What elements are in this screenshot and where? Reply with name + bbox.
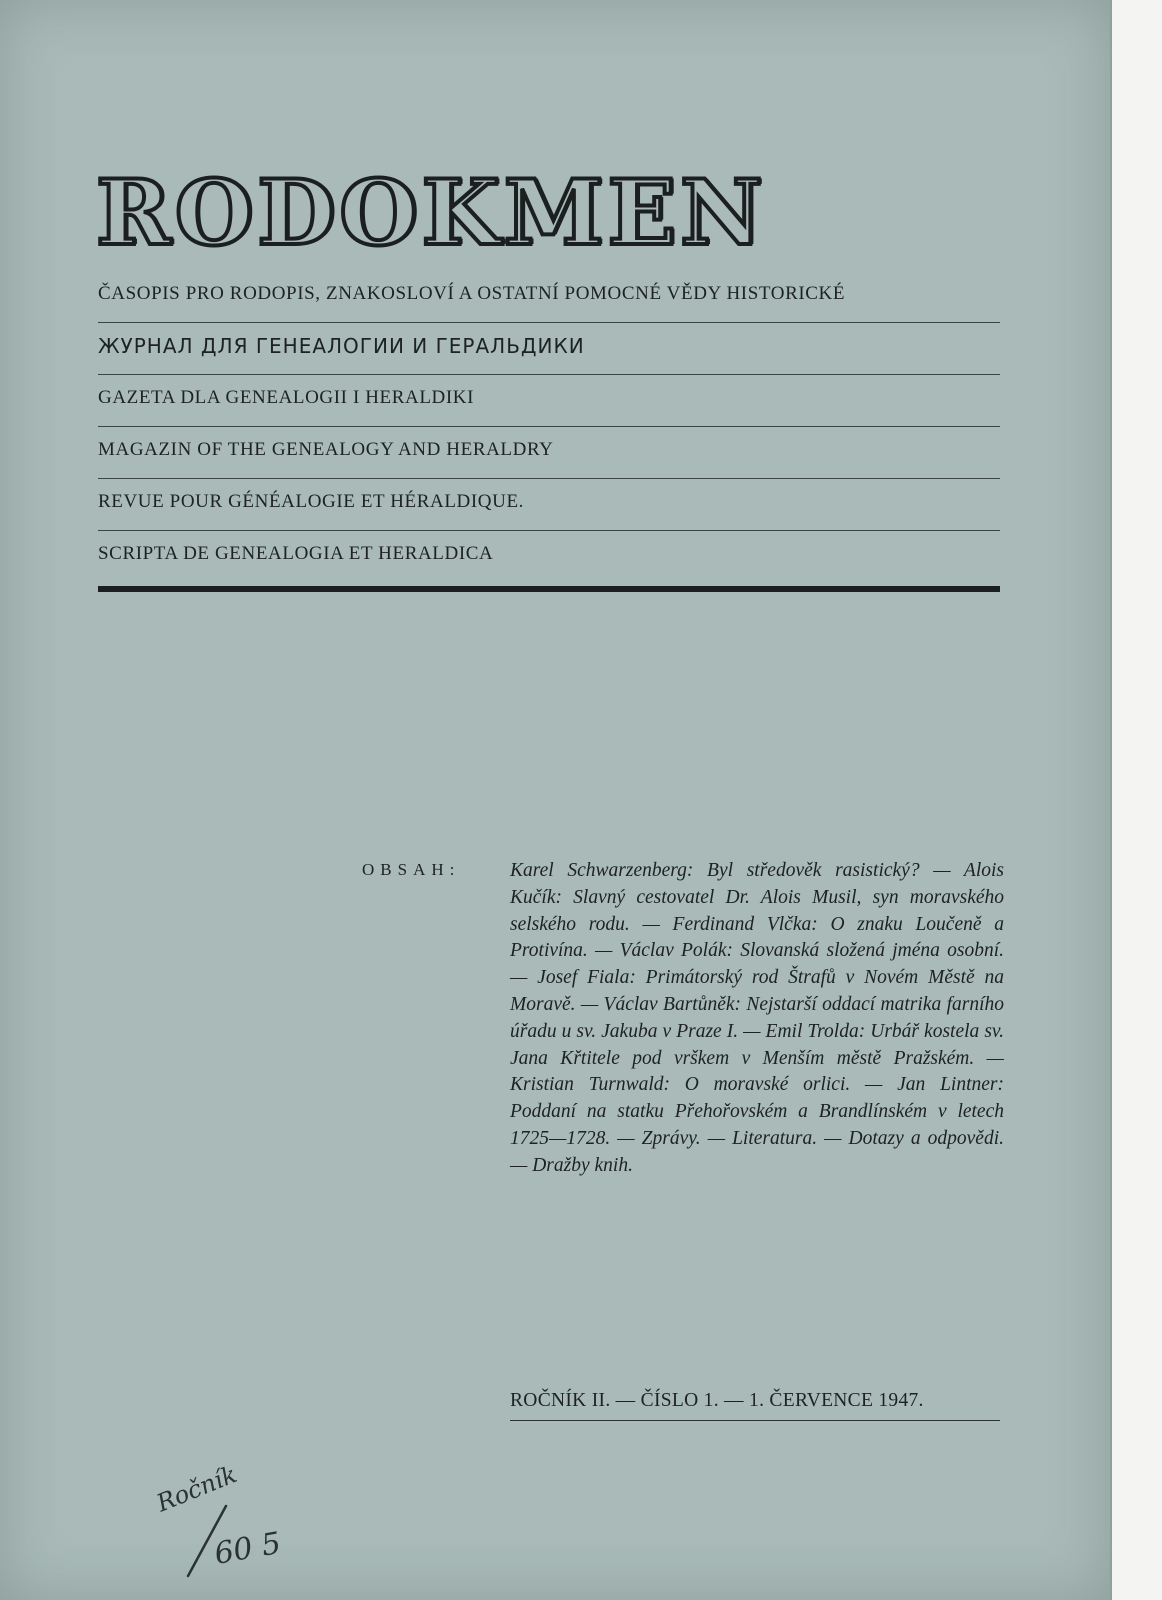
divider-rule xyxy=(98,478,1000,479)
contents-label: OBSAH: xyxy=(362,860,461,879)
subtitle-latin: SCRIPTA DE GENEALOGIA ET HERALDICA xyxy=(98,543,494,564)
subtitle-czech: ČASOPIS PRO RODOPIS, ZNAKOSLOVÍ A OSTATNÍ POMOCNÉ VĚDY HISTORICKÉ xyxy=(98,283,846,304)
handwritten-number: 60 5 xyxy=(211,1525,284,1572)
page-edge xyxy=(1112,0,1162,1600)
subtitle-french: REVUE POUR GÉNÉALOGIE ET HÉRALDIQUE. xyxy=(98,491,525,512)
issue-underline xyxy=(510,1420,1000,1421)
issue-info: ROČNÍK II. — ČÍSLO 1. — 1. ČERVENCE 1947. xyxy=(510,1390,924,1411)
contents-text: Karel Schwarzenberg: Byl středověk rasistický? — Alois Kučík: Slavný cestovatel Dr. Alois Musil, syn moravského selského rodu. — Ferdinand Vlčka: O znaku Loučeně a Protivína. — Václav Polák: Slovanská složená jména osobní. — Josef Fiala: Primátorský rod Štrafů v Novém Městě na Moravě. — Václav Bartůněk: Nejstarší oddací matrika farního úřadu u sv. Jakuba v Praze I. — Emil Trolda: Urbář kostela sv. Jana Křtitele pod vrškem v Menším městě Pražském. — Kristian Turnwald: O moravské orlici. — Jan Lintner: Poddaní na statku Přehořovském a Brandlínském v letech 1725—1728. — Zprávy. — Literatura. — Dotazy a odpovědi. — Dražby knih. xyxy=(510,860,1004,1176)
divider-rule xyxy=(98,322,1000,323)
subtitle-polish: GAZETA DLA GENEALOGII I HERALDIKI xyxy=(98,387,475,408)
divider-rule xyxy=(98,426,1000,427)
masthead-title: RODOKMEN xyxy=(96,160,767,266)
divider-rule xyxy=(98,530,1000,531)
heavy-rule xyxy=(98,586,1000,592)
divider-rule xyxy=(98,374,1000,375)
handwritten-word: Ročník xyxy=(152,1460,241,1518)
handwritten-annotation xyxy=(148,1448,298,1588)
subtitle-english: MAGAZIN OF THE GENEALOGY AND HERALDRY xyxy=(98,439,554,460)
subtitle-russian: ЖУРНАЛ ДЛЯ ГЕНЕАЛОГИИ И ГЕРАЛЬДИКИ xyxy=(98,334,585,358)
